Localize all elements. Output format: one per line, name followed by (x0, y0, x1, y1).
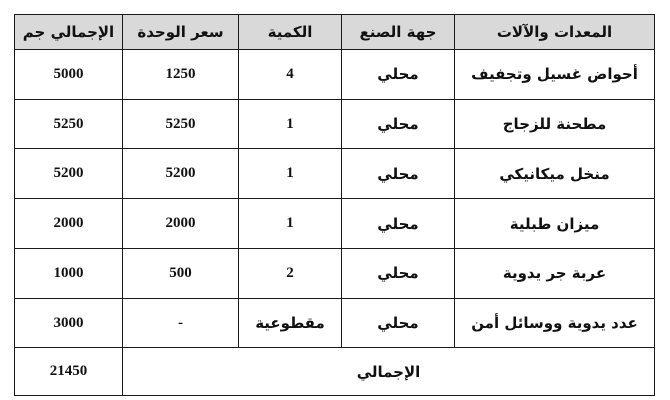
cell-manufacturer: محلي (342, 298, 455, 348)
cell-quantity: 2 (239, 248, 342, 298)
header-equipment: المعدات والآلات (455, 15, 655, 50)
cell-quantity: 1 (239, 149, 342, 199)
cell-total: 3000 (15, 298, 123, 348)
cell-unit-price: 1250 (123, 50, 239, 100)
cell-manufacturer: محلي (342, 50, 455, 100)
table-row (15, 50, 655, 100)
grand-total-value: 21450 (15, 348, 123, 396)
cell-equipment: منخل ميكانيكي (455, 149, 655, 199)
table-row (15, 199, 655, 249)
cell-equipment: عدد يدوية ووسائل أمن (455, 298, 655, 348)
table-row (15, 248, 655, 298)
cell-quantity: 1 (239, 99, 342, 149)
table-row (15, 99, 655, 149)
grand-total-label: الإجمالي (123, 348, 655, 396)
cell-total: 2000 (15, 199, 123, 249)
cell-total: 5000 (15, 50, 123, 100)
cell-total: 5200 (15, 149, 123, 199)
cell-manufacturer: محلي (342, 248, 455, 298)
equipment-table-container (14, 14, 654, 396)
cell-unit-price: 500 (123, 248, 239, 298)
cell-quantity: 4 (239, 50, 342, 100)
cell-manufacturer: محلي (342, 99, 455, 149)
cell-unit-price: - (123, 298, 239, 348)
header-unit-price: سعر الوحدة (123, 15, 239, 50)
cell-equipment: أحواض غسيل وتجفيف (455, 50, 655, 100)
cell-equipment: عربة جر يدوية (455, 248, 655, 298)
cell-unit-price: 5200 (123, 149, 239, 199)
cell-unit-price: 2000 (123, 199, 239, 249)
header-quantity: الكمية (239, 15, 342, 50)
cell-equipment: مطحنة للزجاج (455, 99, 655, 149)
header-total: الإجمالي جم (15, 15, 123, 50)
cell-unit-price: 5250 (123, 99, 239, 149)
table-header-row (15, 15, 655, 50)
header-manufacturer: جهة الصنع (342, 15, 455, 50)
cell-quantity: مقطوعية (239, 298, 342, 348)
equipment-table (14, 14, 655, 396)
table-row (15, 298, 655, 348)
cell-equipment: ميزان طبلية (455, 199, 655, 249)
cell-total: 1000 (15, 248, 123, 298)
cell-manufacturer: محلي (342, 149, 455, 199)
grand-total-row (15, 348, 655, 396)
cell-total: 5250 (15, 99, 123, 149)
table-row (15, 149, 655, 199)
cell-manufacturer: محلي (342, 199, 455, 249)
cell-quantity: 1 (239, 199, 342, 249)
